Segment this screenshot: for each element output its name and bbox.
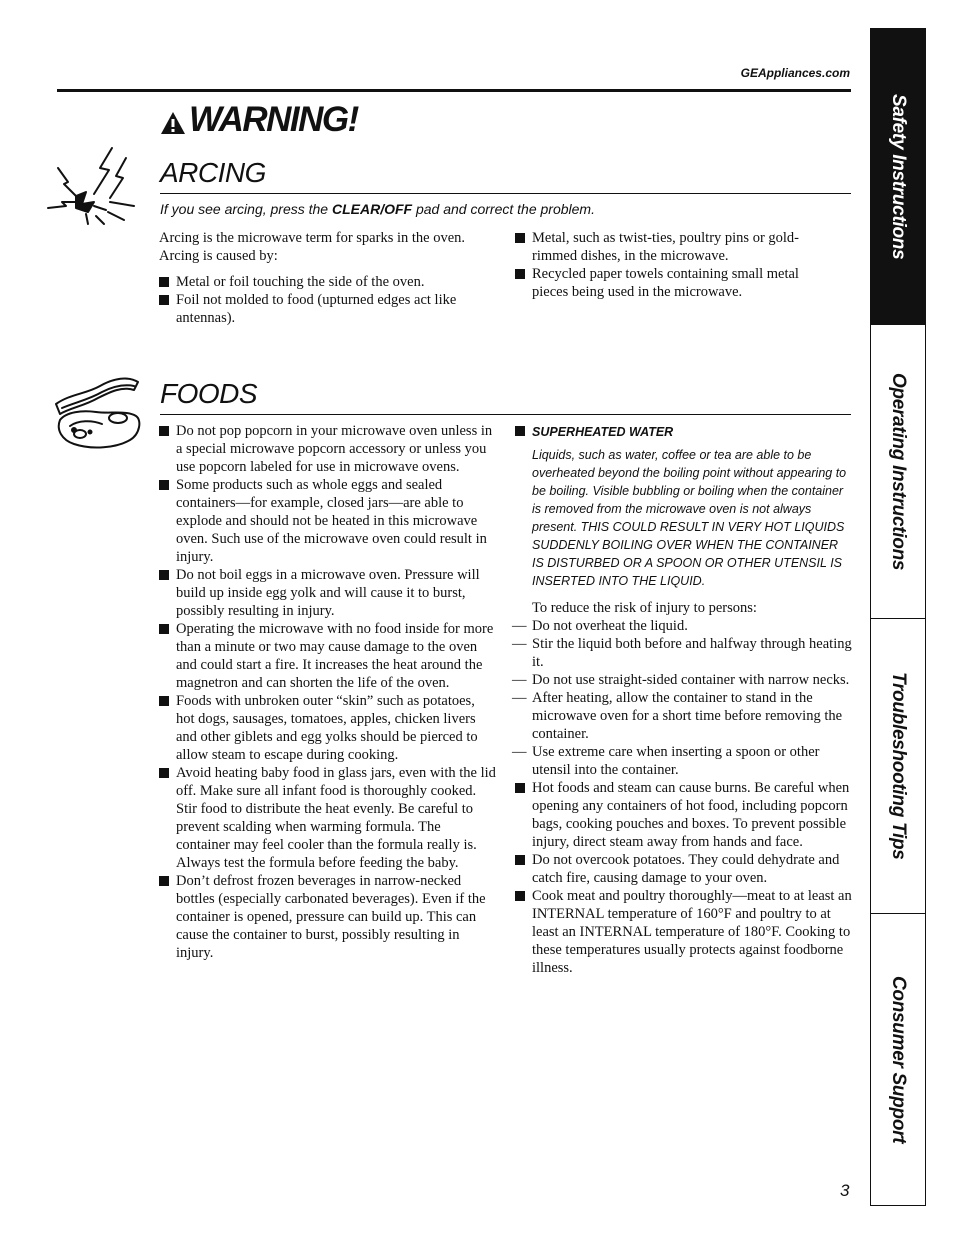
arcing-rule [160,193,851,194]
dash-item: — After heating, allow the container to stand in the microwave oven for a short time before removing the container. [515,689,853,743]
tab-operating-instructions[interactable] [871,325,925,618]
bacon-and-food-icon [52,374,148,454]
list-item: Recycled paper towels containing small metal pieces being used in the microwave. [515,265,835,301]
arcing-intro-text-end: pad and correct the problem. [412,201,595,217]
dash-item: — Do not use straight-sided container with narrow necks. [515,671,853,689]
superheated-water-heading: SUPERHEATED WATER [515,423,853,441]
top-rule [57,89,851,92]
tab-label: Safety Instructions [888,94,909,260]
arcing-right-column [515,229,835,301]
list-item: Don’t defrost frozen beverages in narrow-necked bottles (especially carbonated beverages). Even if the container is opened, pressure can build up. This can cause the container to burst, possibly resulting in injury. [159,872,497,962]
arcing-spark-icon [46,146,142,226]
list-item: Operating the microwave with no food inside for more than a minute or two may cause damage to the oven and could start a fire. It increases the heat around the magnetron and can shorten the life of the oven. [159,620,497,692]
tab-troubleshooting-tips[interactable] [871,619,925,913]
list-item: Metal or foil touching the side of the oven. [159,273,497,291]
tab-label: Operating Instructions [888,372,909,571]
clear-off-key: CLEAR/OFF [331,201,413,217]
warning-heading [160,100,358,140]
tab-safety-instructions[interactable] [871,29,925,325]
foods-rule [160,414,851,415]
arcing-intro [160,201,595,217]
reduce-risk-intro: To reduce the risk of injury to persons: [532,600,757,616]
page-number: 3 [840,1181,850,1200]
tab-consumer-support[interactable] [871,914,925,1205]
warning-title: WARNING! [189,100,358,139]
arcing-title: ARCING [160,157,266,188]
foods-title: FOODS [160,378,258,409]
arcing-lead: Arcing is the microwave term for sparks in the oven. Arcing is caused by: [159,230,466,264]
foods-right-column [515,423,853,977]
foods-left-column [159,422,497,962]
list-item: Hot foods and steam can cause burns. Be careful when opening any containers of hot food, including popcorn bags, cooking pouches and boxes. To prevent possible injury, direct steam away from hands and face. [515,779,853,851]
dash-item: — Do not overheat the liquid. [515,617,853,635]
arcing-intro-text: If you see arcing, press the [160,201,332,217]
list-item: Metal, such as twist-ties, poultry pins or gold-rimmed dishes, in the microwave. [515,229,835,265]
list-item: Cook meat and poultry thoroughly—meat to at least an INTERNAL temperature of 160°F and poultry to at least an INTERNAL temperature of 180°F. Cooking to these temperatures usually protects against foodborne illness. [515,887,853,977]
arcing-left-column [159,229,497,327]
list-item: Do not overcook potatoes. They could dehydrate and catch fire, causing damage to your oven. [515,851,853,887]
website-url: GEAppliances.com [740,66,850,80]
list-item: Foods with unbroken outer “skin” such as potatoes, hot dogs, sausages, tomatoes, apples, chicken livers and other giblets and egg yolks should be pierced to allow steam to escape during cooking. [159,692,486,764]
tab-label: Consumer Support [888,975,909,1144]
list-item: Some products such as whole eggs and sealed containers—for example, closed jars—are able to explode and should not be heated in this microwave oven. Such use of the microwave oven could result in injury. [159,476,497,566]
list-item: Foil not molded to food (upturned edges act like antennas). [159,291,476,327]
list-item: Do not pop popcorn in your microwave oven unless in a special microwave popcorn accessory or unless you use popcorn labeled for use in microwave ovens. [159,422,497,476]
section-tabs [870,28,926,1206]
warning-triangle-icon [160,111,186,135]
dash-item: — Use extreme care when inserting a spoon or other utensil into the container. [515,743,853,779]
dash-item: — Stir the liquid both before and halfway through heating it. [515,635,853,671]
tab-label: Troubleshooting Tips [888,672,909,860]
superheated-water-text: Liquids, such as water, coffee or tea are able to be overheated beyond the boiling point without appearing to be boiling. Visible bubbling or boiling when the container is removed from the microwave oven is not always present. THIS COULD RESULT IN VERY HOT LIQUIDS SUDDENLY BOILING OVER WHEN THE CONTAINER IS DISTURBED OR A SPOON OR OTHER UTENSIL IS INSERTED INTO THE LIQUID. [532,448,847,588]
list-item: Avoid heating baby food in glass jars, even with the lid off. Make sure all infant food is thoroughly cooked. Stir food to distribute the heat evenly. Be careful to prevent scalding when warming formula. The container may feel cooler than the formula really is. Always test the formula before feeding the baby. [159,764,497,872]
list-item: Do not boil eggs in a microwave oven. Pressure will build up inside egg yolk and will cause it to burst, possibly resulting in injury. [159,566,497,620]
